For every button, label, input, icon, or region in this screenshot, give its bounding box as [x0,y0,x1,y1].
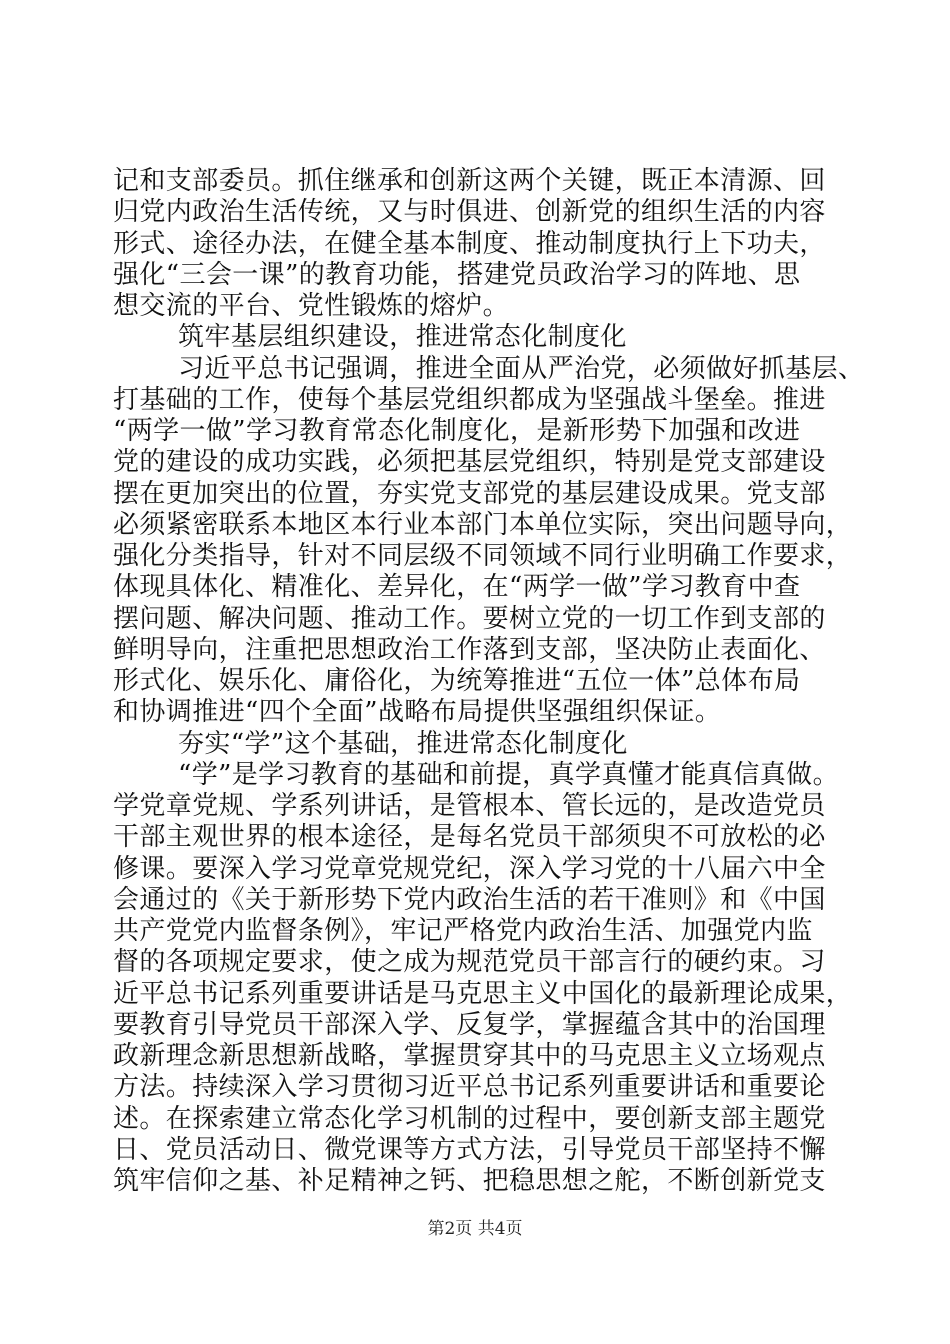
text-line: 和协调推进“四个全面”战略布局提供坚强组织保证。 [113,697,722,727]
text-line: 形式化、娱乐化、庸俗化，为统筹推进“五位一体”总体布局 [113,666,801,696]
text-line: 督的各项规定要求，使之成为规范党员干部言行的硬约束。习 [113,947,826,977]
text-line: “两学一做”学习教育常态化制度化，是新形势下加强和改进 [113,416,801,446]
text-line: 干部主观世界的根本途径，是每名党员干部须臾不可放松的必 [113,822,826,852]
text-line: 体现具体化、精准化、差异化，在“两学一做”学习教育中查 [113,572,801,602]
text-line: 政新理念新思想新战略，掌握贯穿其中的马克思主义立场观点 [113,1041,826,1071]
text-line: “学”是学习教育的基础和前提，真学真懂才能真信真做。 [178,760,839,790]
text-line: 日、党员活动日、微党课等方式方法，引导党员干部坚持不懈 [113,1135,826,1165]
text-line: 共产党党内监督条例》，牢记严格党内政治生活、加强党内监 [113,916,813,946]
text-line: 强化“三会一课”的教育功能，搭建党员政治学习的阵地、思 [113,260,801,290]
section-heading: 筑牢基层组织建设，推进常态化制度化 [178,322,627,352]
text-line: 摆问题、解决问题、推动工作。要树立党的一切工作到支部的 [113,604,826,634]
text-line: 形式、途径办法，在健全基本制度、推动制度执行上下功夫， [113,229,826,259]
text-line: 归党内政治生活传统，又与时俱进、创新党的组织生活的内容 [113,197,826,227]
text-line: 想交流的平台、党性锻炼的熔炉。 [113,291,510,321]
text-line: 筑牢信仰之基、补足精神之钙、把稳思想之舵，不断创新党支 [113,1166,826,1196]
text-line: 鲜明导向，注重把思想政治工作落到支部，坚决防止表面化、 [113,635,826,665]
text-line: 习近平总书记强调，推进全面从严治党，必须做好抓基层、 [178,354,865,384]
text-line: 方法。持续深入学习贯彻习近平总书记系列重要讲话和重要论 [113,1072,826,1102]
page-footer: 第2页 共4页 [427,1219,523,1239]
text-line: 近平总书记系列重要讲话是马克思主义中国化的最新理论成果， [113,979,853,1009]
text-line: 摆在更加突出的位置，夯实党支部党的基层建设成果。党支部 [113,479,826,509]
text-line: 强化分类指导，针对不同层级不同领域不同行业明确工作要求， [113,541,853,571]
section-heading: 夯实“学”这个基础，推进常态化制度化 [178,729,628,759]
text-line: 打基础的工作，使每个基层党组织都成为坚强战斗堡垒。推进 [113,385,826,415]
text-line: 修课。要深入学习党章党规党纪，深入学习党的十八届六中全 [113,854,826,884]
text-line: 必须紧密联系本地区本行业本部门本单位实际，突出问题导向， [113,510,853,540]
text-line: 会通过的《关于新形势下党内政治生活的若干准则》和《中国 [113,885,826,915]
text-line: 记和支部委员。抓住继承和创新这两个关键，既正本清源、回 [113,166,826,196]
text-line: 要教育引导党员干部深入学、反复学，掌握蕴含其中的治国理 [113,1010,826,1040]
text-line: 学党章党规、学系列讲话，是管根本、管长远的，是改造党员 [113,791,826,821]
text-line: 党的建设的成功实践，必须把基层党组织，特别是党支部建设 [113,447,826,477]
text-line: 述。在探索建立常态化学习机制的过程中，要创新支部主题党 [113,1104,826,1134]
